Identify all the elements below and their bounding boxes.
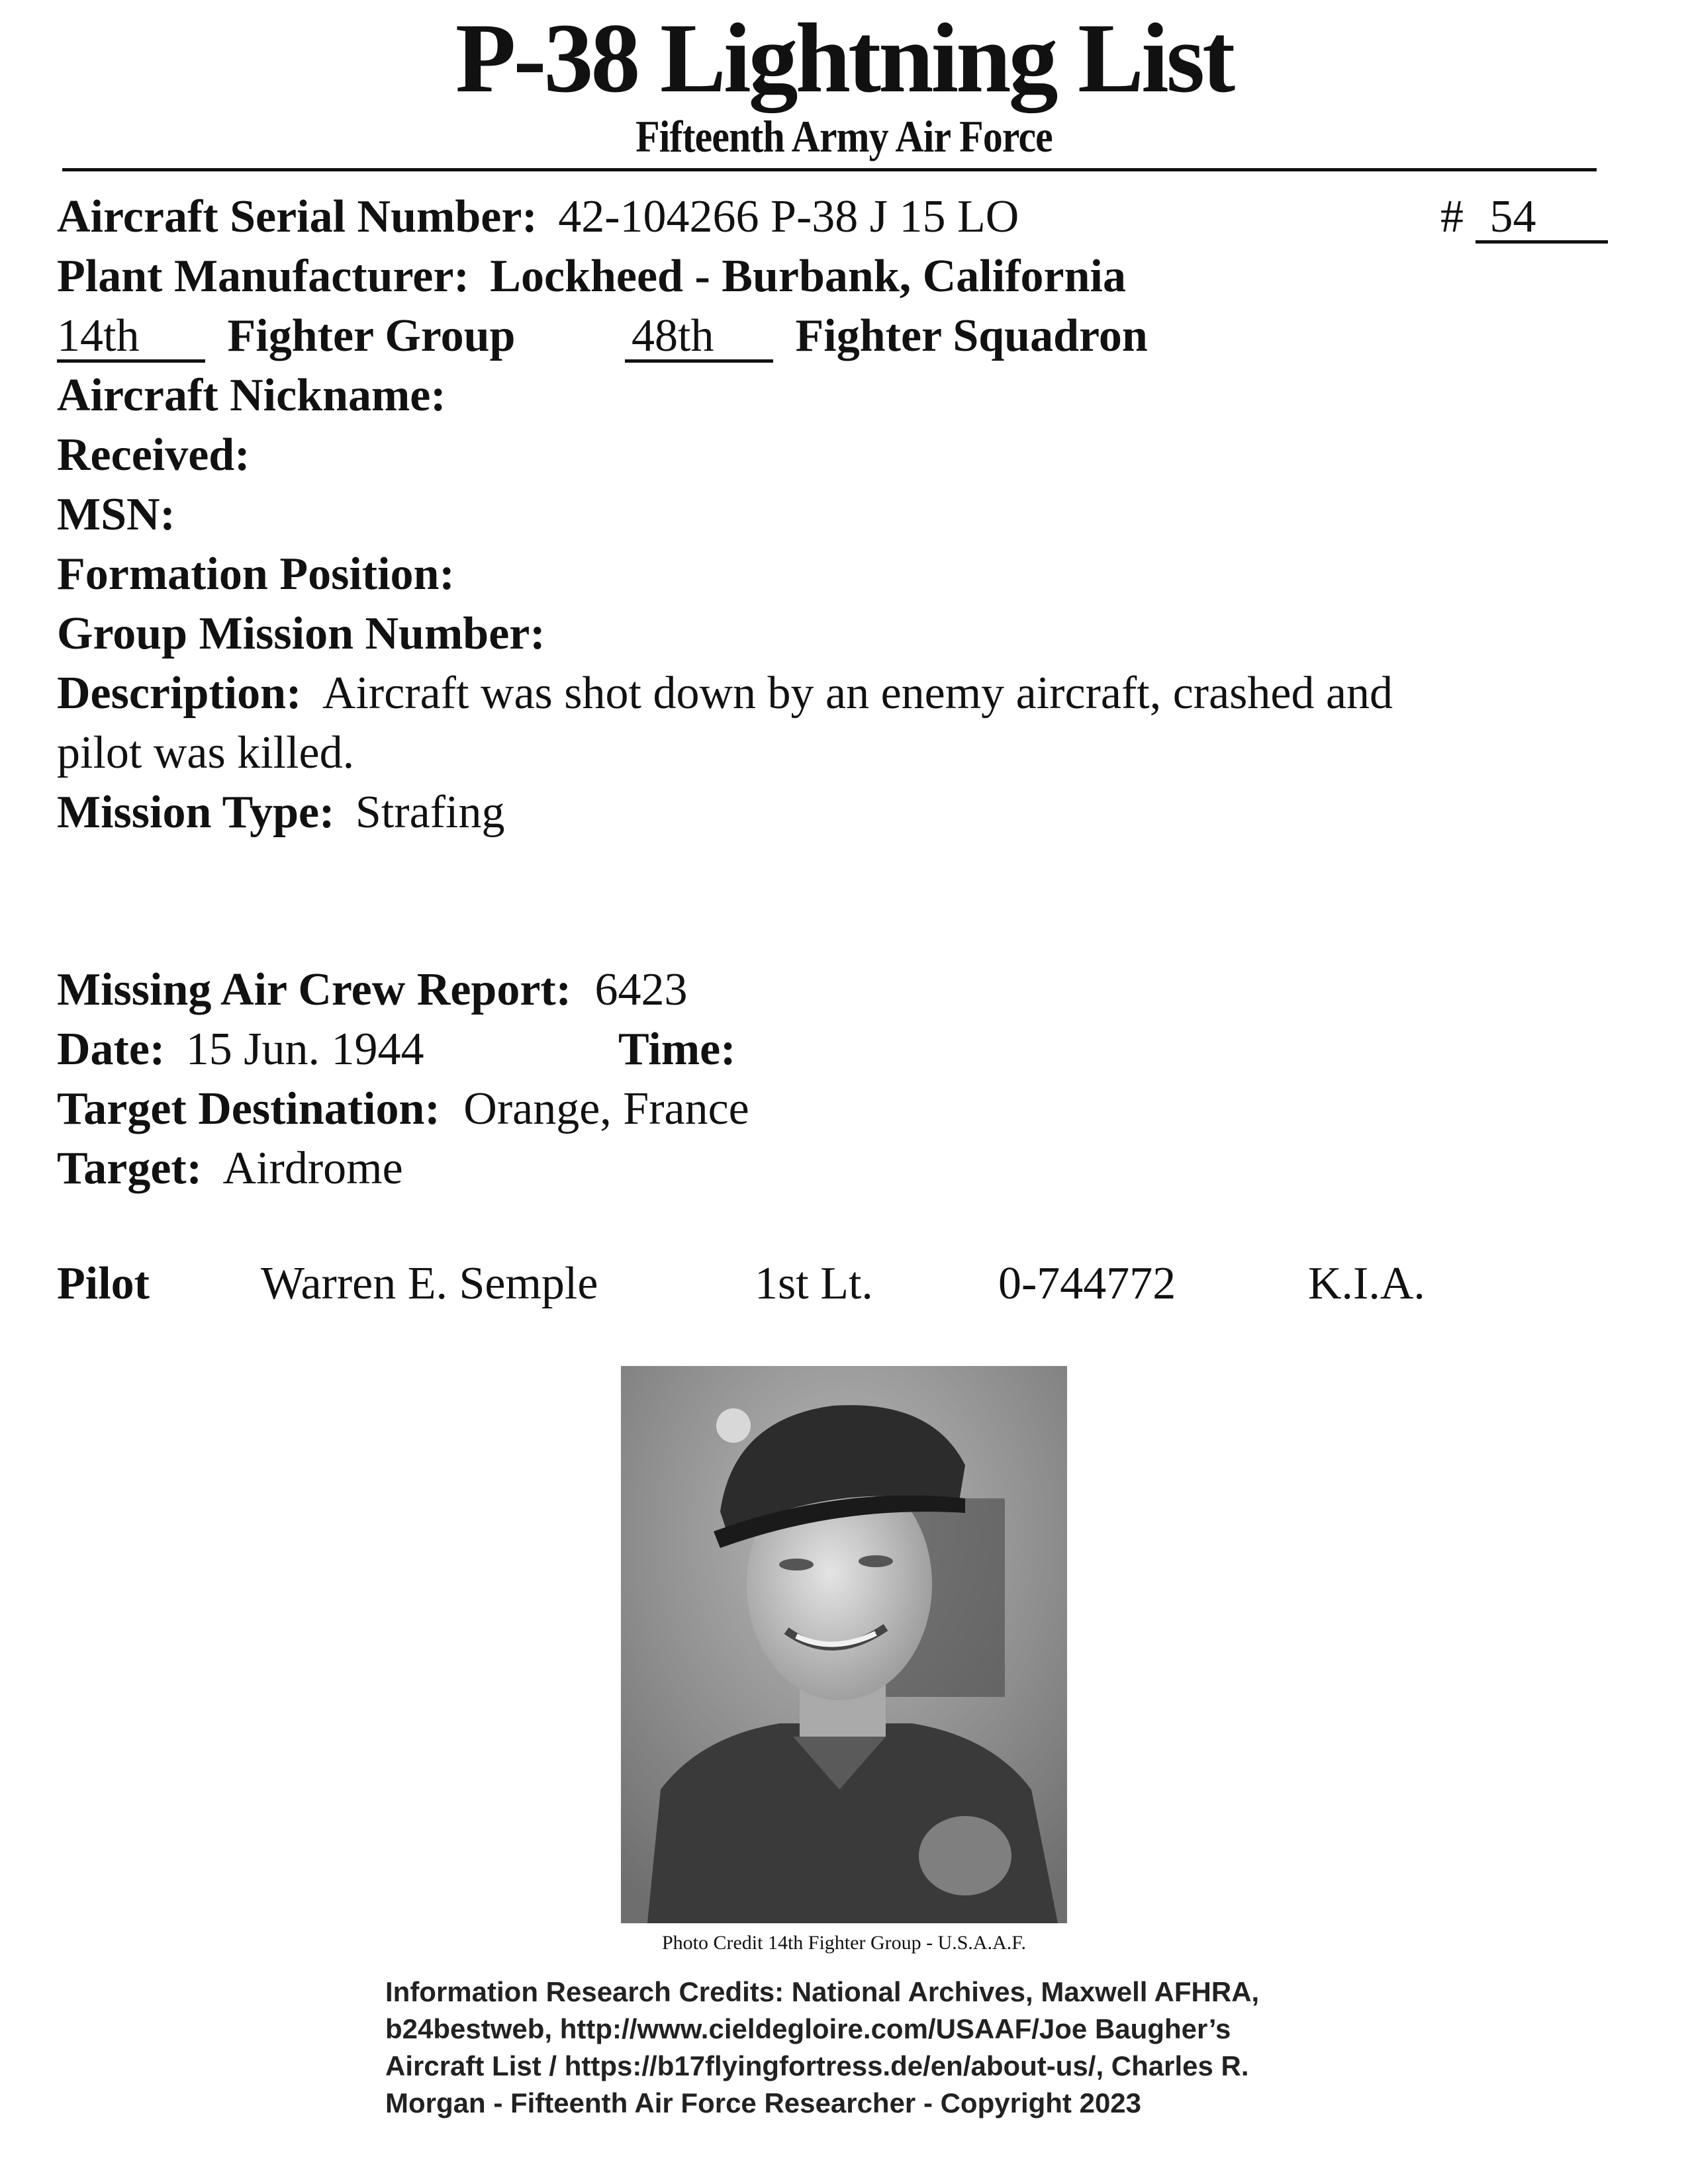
- msn-row: [57, 488, 175, 541]
- description-row: [57, 667, 1393, 720]
- description-label: Description:: [57, 668, 302, 719]
- mission-type-value: Strafing: [355, 787, 505, 838]
- description-continuation: [57, 727, 354, 780]
- squadron-block: [625, 310, 1148, 363]
- plant-manufacturer-label: Plant Manufacturer:: [57, 251, 469, 302]
- macr-label: Missing Air Crew Report:: [57, 964, 572, 1015]
- target-destination-value: Orange, France: [463, 1083, 749, 1134]
- crew-row: [0, 1257, 1688, 1317]
- fighter-group-value: 14th: [57, 313, 205, 363]
- plant-manufacturer-value: Lockheed - Burbank, California: [490, 251, 1126, 302]
- macr-value: 6423: [594, 964, 688, 1015]
- plant-manufacturer-row: [57, 250, 1126, 303]
- crew-status: K.I.A.: [1308, 1258, 1425, 1309]
- list-number-value: 54: [1476, 194, 1608, 244]
- time-row: [618, 1023, 736, 1076]
- mission-type-label: Mission Type:: [57, 787, 335, 838]
- mission-type-row: [57, 786, 504, 839]
- pilot-photo: [621, 1366, 1067, 1923]
- formation-position-label: Formation Position:: [57, 549, 455, 600]
- credits-line-2: b24bestweb, http://www.cieldegloire.com/USAAF/Joe Baugher’s: [385, 2013, 1231, 2044]
- group-mission-number-row: [57, 608, 545, 660]
- received-label: Received:: [57, 430, 250, 480]
- photo-caption: Photo Credit 14th Fighter Group - U.S.A.A.F.: [661, 1932, 1027, 1954]
- time-label: Time:: [618, 1024, 736, 1075]
- fighter-squadron-value: 48th: [625, 313, 773, 363]
- credits-line-4: Morgan - Fifteenth Air Force Researcher - Copyright 2023: [385, 2087, 1142, 2118]
- credits-line-1: Information Research Credits: National Archives, Maxwell AFHRA,: [385, 1976, 1260, 2007]
- date-label: Date:: [57, 1024, 165, 1075]
- target-value: Airdrome: [222, 1143, 403, 1194]
- aircraft-nickname-label: Aircraft Nickname:: [57, 370, 446, 421]
- page-subtitle: Fifteenth Army Air Force: [635, 111, 1053, 161]
- aircraft-nickname-row: [57, 369, 446, 422]
- serial-number-label: Aircraft Serial Number:: [57, 191, 538, 242]
- research-credits: [385, 1974, 1378, 2122]
- msn-label: MSN:: [57, 489, 175, 540]
- macr-row: [57, 964, 688, 1017]
- crew-rank: 1st Lt.: [755, 1258, 873, 1309]
- received-row: [57, 429, 250, 482]
- fighter-group-label: Fighter Group: [227, 310, 516, 361]
- serial-number-value: 42-104266 P-38 J 15 LO: [558, 191, 1019, 242]
- description-line-2: pilot was killed.: [57, 727, 355, 778]
- target-destination-label: Target Destination:: [57, 1083, 440, 1134]
- credits-line-3: Aircraft List / https://b17flyingfortress.de/en/about-us/, Charles R.: [385, 2050, 1249, 2081]
- header-divider: [62, 168, 1597, 171]
- crew-name: Warren E. Semple: [261, 1258, 598, 1309]
- list-number: [1440, 191, 1608, 244]
- page-title: P-38 Lightning List: [455, 3, 1233, 113]
- target-label: Target:: [57, 1143, 203, 1194]
- group-squadron-row: [57, 310, 515, 363]
- list-number-hash: #: [1440, 191, 1464, 242]
- serial-number-row: [57, 191, 1019, 244]
- description-line-1: Aircraft was shot down by an enemy aircraft, crashed and: [322, 668, 1393, 719]
- group-mission-number-label: Group Mission Number:: [57, 608, 545, 659]
- date-row: [57, 1023, 424, 1076]
- fighter-squadron-label: Fighter Squadron: [795, 310, 1148, 361]
- crew-role: Pilot: [57, 1258, 150, 1309]
- crew-serial: 0-744772: [998, 1258, 1176, 1309]
- target-destination-row: [57, 1083, 749, 1136]
- date-value: 15 Jun. 1944: [185, 1024, 424, 1075]
- target-row: [57, 1142, 403, 1195]
- formation-position-row: [57, 548, 455, 601]
